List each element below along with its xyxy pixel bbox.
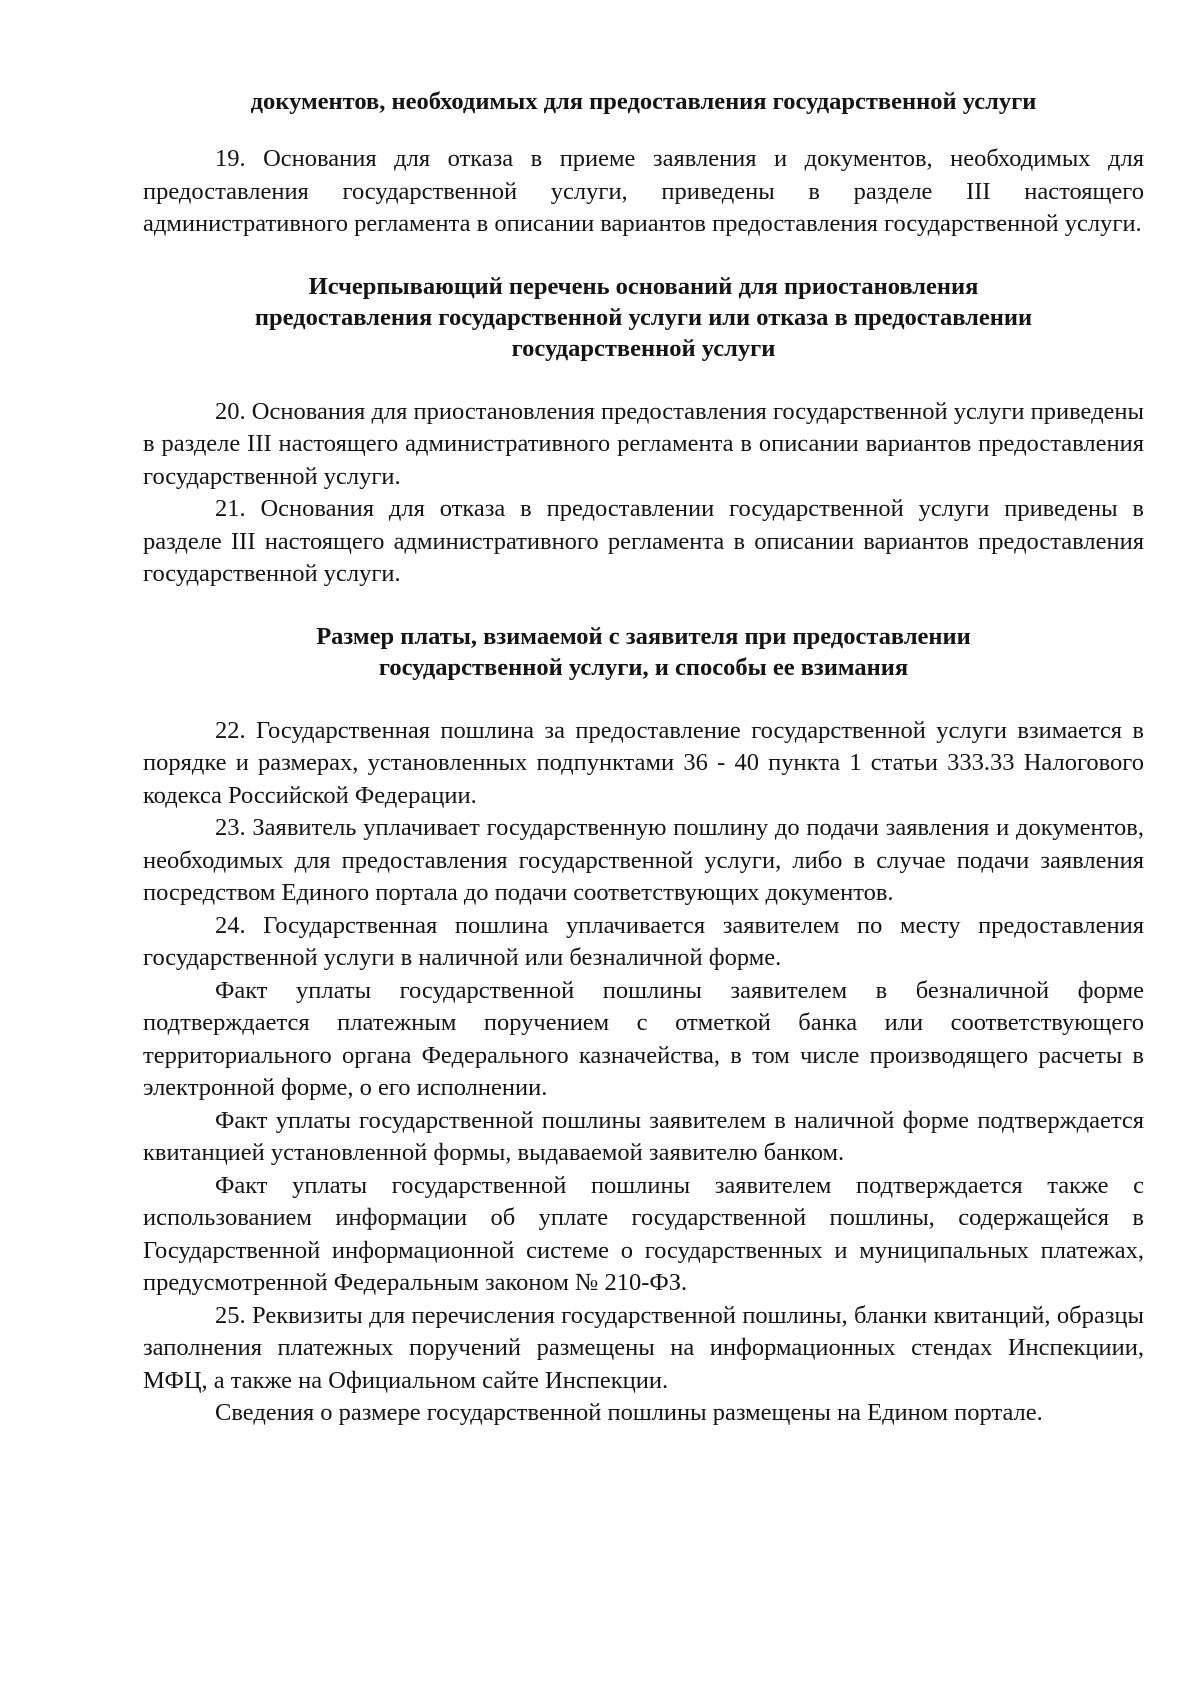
paragraph-23: 23. Заявитель уплачивает государственную пошлину до подачи заявления и документов, необходимых для предоставления государственной услуги, либо в случае подачи заявления посредством Единого портала до подачи соответствующих документов. — [143, 814, 1144, 906]
paragraph-24-gis: Факт уплаты государственной пошлины заявителем подтверждается также с использованием информации об уплате государственной пошлины, содержащейся в Государственной информационной системе о государственных и муниципальных платежах, предусмотренной Федеральным законом № 210-ФЗ. — [143, 1171, 1144, 1296]
section-heading-fee — [143, 621, 1144, 683]
heading-line: предоставления государственной услуги или отказа в предоставлении — [254, 303, 1033, 331]
heading-line: Исчерпывающий перечень оснований для приостановления — [308, 272, 979, 300]
heading-line: государственной услуги — [511, 334, 776, 362]
paragraph-19: 19. Основания для отказа в приеме заявления и документов, необходимых для предоставления государственной услуги, приведены в разделе III настоящего административного регламента в описании вариантов предоставления государственной услуги. — [143, 145, 1144, 237]
paragraph-24-cash: Факт уплаты государственной пошлины заявителем в наличной форме подтверждается квитанцией установленной формы, выдаваемой заявителю банком. — [143, 1106, 1144, 1166]
paragraph-24: 24. Государственная пошлина уплачивается заявителем по месту предоставления государственной услуги в наличной или безналичной форме. — [143, 911, 1144, 971]
paragraph-22: 22. Государственная пошлина за предоставление государственной услуги взимается в порядке и размерах, установленных подпунктами 36 - 40 пункта 1 статьи 333.33 Налогового кодекса Российской Федерации. — [143, 716, 1144, 809]
document-page — [143, 86, 1144, 1430]
paragraph-25-info: Сведения о размере государственной пошлины размещены на Едином портале. — [215, 1399, 1043, 1426]
paragraph-21: 21. Основания для отказа в предоставлении государственной услуги приведены в разделе III настоящего административного регламента в описании вариантов предоставления государственной услуги. — [143, 495, 1144, 587]
heading-line: Размер платы, взимаемой с заявителя при предоставлении — [316, 622, 971, 650]
paragraph-24-cashless: Факт уплаты государственной пошлины заявителем в безналичной форме подтверждается платежным поручением с отметкой банка или соответствующего территориального органа Федерального казначейства, в том числе производящего расчеты в электронной форме, о его исполнении. — [143, 976, 1144, 1101]
section-heading-suspension — [143, 271, 1144, 364]
paragraph-20: 20. Основания для приостановления предоставления государственной услуги приведены в разделе III настоящего административного регламента в описании вариантов предоставления государственной услуги. — [143, 397, 1144, 490]
heading-line: государственной услуги, и способы ее взимания — [378, 653, 909, 681]
paragraph-25: 25. Реквизиты для перечисления государственной пошлины, бланки квитанций, образцы заполнения платежных поручений размещены на информационных стендах Инспекциии, МФЦ, а также на Официальном сайте Инспекции. — [143, 1301, 1144, 1394]
section-heading-continued: документов, необходимых для предоставления государственной услуги — [250, 88, 1037, 115]
